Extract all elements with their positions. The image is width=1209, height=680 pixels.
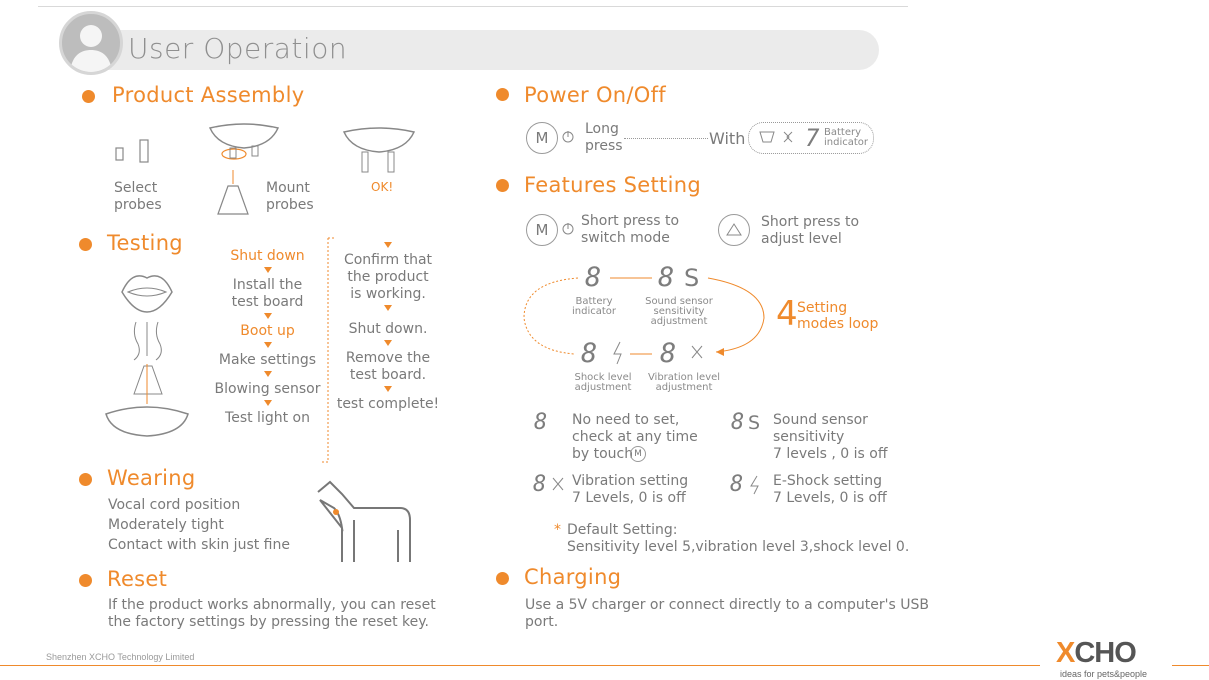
wearing-line: Contact with skin just fine xyxy=(108,537,290,553)
testing-step: Install the test board xyxy=(231,277,304,310)
m-button-icon: M xyxy=(526,214,558,246)
ok-label: OK! xyxy=(371,180,394,194)
brand-tagline: ideas for pets&people xyxy=(1060,669,1148,679)
info-icon: 8 xyxy=(534,410,548,435)
flow-arrow-icon xyxy=(384,242,392,248)
section-bullet xyxy=(496,572,509,585)
shock-digit: 8 xyxy=(581,338,598,369)
info-text: Sound sensor sensitivity 7 levels , 0 is off xyxy=(773,412,888,462)
user-avatar-icon xyxy=(59,11,123,75)
blowing-test-illustration xyxy=(104,264,190,439)
charging-title: Charging xyxy=(524,565,622,589)
info-icon: 8 xyxy=(731,410,745,435)
section-bullet xyxy=(82,90,95,103)
testing-title: Testing xyxy=(107,231,183,255)
default-title: Default Setting: xyxy=(567,522,678,538)
company-name: Shenzhen XCHO Technology Limited xyxy=(46,652,195,662)
testing-step: Shut down xyxy=(230,248,305,264)
testing-step: Shut down. xyxy=(348,321,428,337)
assembled-device-icon xyxy=(342,126,416,176)
power-icon xyxy=(561,222,575,236)
assembly-title: Product Assembly xyxy=(112,83,305,107)
battery-digit: 8 xyxy=(585,262,602,293)
flow-arrow-icon xyxy=(264,371,272,377)
info-icon: 8 xyxy=(730,472,744,497)
shock-icon xyxy=(610,340,628,366)
logo-x: X xyxy=(1056,637,1075,669)
short-press-mode-label: Short press to switch mode xyxy=(581,213,680,246)
info-text: Vibration setting 7 Levels, 0 is off xyxy=(572,473,689,506)
testing-step: Boot up xyxy=(240,323,295,339)
footer-divider xyxy=(1172,665,1209,666)
flow-arrow-icon xyxy=(264,400,272,406)
brand-logo xyxy=(1056,637,1136,670)
select-probes-label: Select probes xyxy=(114,180,162,213)
features-title: Features Setting xyxy=(524,173,701,197)
flow-arrow-icon xyxy=(384,386,392,392)
flow-arrow-icon xyxy=(384,340,392,346)
default-star: * xyxy=(554,522,561,538)
probes-icon xyxy=(112,138,156,166)
wearing-title: Wearing xyxy=(107,466,196,490)
flow-arrow-icon xyxy=(264,313,272,319)
device-vibration-icon xyxy=(758,128,802,148)
battery-indicator-label: Battery indicator xyxy=(824,127,869,148)
testing-steps-col2 xyxy=(332,240,444,413)
section-bullet xyxy=(79,574,92,587)
logo-rest: CHO xyxy=(1074,637,1136,669)
wearing-line: Moderately tight xyxy=(108,517,224,533)
testing-step: test complete! xyxy=(336,396,440,412)
with-label: With xyxy=(709,129,746,148)
testing-steps-col1 xyxy=(205,248,330,427)
testing-step: Blowing sensor xyxy=(214,381,321,397)
power-icon xyxy=(561,130,575,144)
m-button-icon: M xyxy=(526,122,558,154)
up-button-icon xyxy=(718,214,750,246)
sound-s-label: S xyxy=(748,412,761,434)
section-bullet xyxy=(496,179,509,192)
sound-s-label: S xyxy=(684,264,700,292)
page-title: User Operation xyxy=(128,32,348,65)
m-button-icon: M xyxy=(630,446,646,462)
dog-icon xyxy=(314,478,416,566)
flow-arrow-icon xyxy=(264,267,272,273)
charging-text: Use a 5V charger or connect directly to a computer's USB port. xyxy=(525,597,929,630)
footer-divider xyxy=(0,665,1040,666)
loop-label: Setting modes loop xyxy=(797,300,879,332)
loop-shock-label: Shock level adjustment xyxy=(574,372,632,393)
info-text: E-Shock setting 7 Levels, 0 is off xyxy=(773,473,887,506)
battery-digit: 7 xyxy=(805,124,820,152)
reset-text: If the product works abnormally, you can reset the factory settings by pressing the reset key. xyxy=(108,597,436,630)
power-title: Power On/Off xyxy=(524,83,666,107)
section-bullet xyxy=(79,238,92,251)
testing-step: Remove the test board. xyxy=(345,350,431,383)
mount-probes-label: Mount probes xyxy=(266,180,314,213)
section-bullet xyxy=(496,88,509,101)
section-bullet xyxy=(79,473,92,486)
loop-battery-label: Battery indicator xyxy=(571,296,617,317)
top-divider xyxy=(38,6,908,7)
flow-arrow-icon xyxy=(264,342,272,348)
reset-title: Reset xyxy=(107,567,168,591)
short-press-level-label: Short press to adjust level xyxy=(761,214,860,247)
default-text: Sensitivity level 5,vibration level 3,shock level 0. xyxy=(567,539,910,555)
sound-digit: 8 xyxy=(658,262,675,293)
shock-icon xyxy=(747,474,763,496)
testing-step: Confirm that the product is working. xyxy=(343,252,433,302)
info-text: No need to set, check at any time by touch xyxy=(572,412,698,462)
testing-step: Make settings xyxy=(218,352,317,368)
dotted-line xyxy=(624,138,708,139)
vibration-digit: 8 xyxy=(660,338,677,369)
vibration-icon xyxy=(688,344,710,362)
testing-step: Test light on xyxy=(225,410,310,426)
loop-vibration-label: Vibration level adjustment xyxy=(647,372,721,393)
info-icon: 8 xyxy=(533,472,547,497)
loop-sound-label: Sound sensor sensitivity adjustment xyxy=(645,296,713,327)
loop-count: 4 xyxy=(776,294,798,334)
vibration-icon xyxy=(549,476,569,494)
flow-arrow-icon xyxy=(384,305,392,311)
long-press-label: Long press xyxy=(585,121,623,154)
wearing-line: Vocal cord position xyxy=(108,497,241,513)
